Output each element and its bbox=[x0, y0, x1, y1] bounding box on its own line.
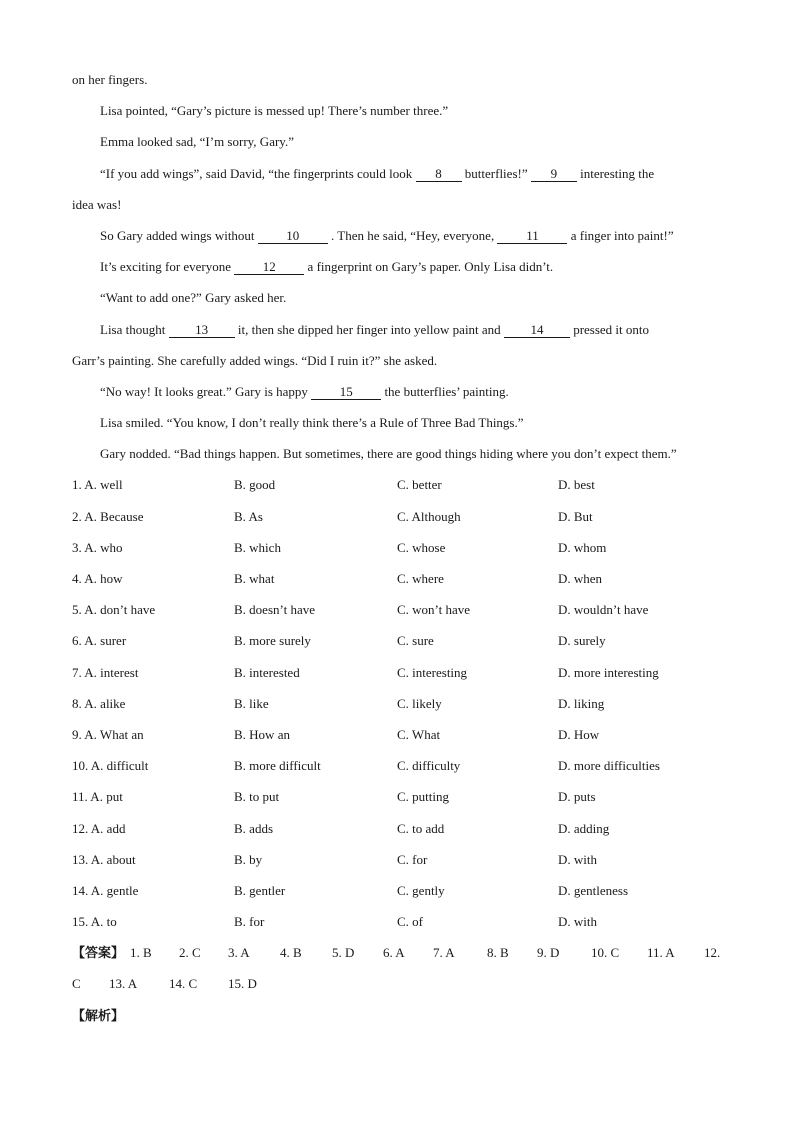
passage-text: Emma looked sad, “I’m sorry, Gary.” bbox=[100, 134, 294, 150]
option-a: 1. A. well bbox=[72, 477, 123, 493]
passage-line bbox=[72, 158, 724, 189]
option-b: B. what bbox=[234, 571, 275, 586]
answer-item: 9. D bbox=[537, 945, 560, 961]
option-c: C. where bbox=[397, 571, 444, 586]
option-c: C. What bbox=[397, 726, 441, 742]
option-b: B. which bbox=[234, 539, 281, 555]
answer-item: 14. C bbox=[169, 976, 198, 992]
passage-text: a finger into paint!” bbox=[567, 227, 674, 243]
blank-13: 13 bbox=[169, 323, 235, 338]
option-a: 2. A. Because bbox=[72, 508, 144, 524]
option-b: B. more surely bbox=[234, 633, 311, 649]
option-a: 4. A. how bbox=[72, 571, 123, 586]
option-c: C. to add bbox=[397, 820, 445, 836]
answer-row-1 bbox=[72, 937, 724, 968]
option-a: 14. A. gentle bbox=[72, 882, 139, 898]
answer-item: 11. A bbox=[647, 945, 675, 961]
passage-text: So Gary added wings without bbox=[100, 227, 258, 243]
option-d: D. best bbox=[558, 477, 595, 493]
passage-text: Lisa thought bbox=[100, 321, 169, 337]
passage-line bbox=[72, 126, 724, 157]
passage-text: Garr’s painting. She carefully added wings. “Did I ruin it?” she asked. bbox=[72, 352, 438, 368]
blank-15: 15 bbox=[311, 385, 381, 400]
option-b: B. doesn’t have bbox=[234, 602, 315, 618]
passage-line bbox=[72, 376, 724, 407]
option-b: B. more difficult bbox=[234, 758, 321, 774]
option-d: D. But bbox=[558, 508, 593, 524]
answer-item: 3. A bbox=[228, 945, 250, 961]
passage-text: Gary nodded. “Bad things happen. But sometimes, there are good things hiding where you don’t expect them.” bbox=[100, 446, 677, 462]
passage-text: a fingerprint on Gary’s paper. Only Lisa didn’t. bbox=[304, 259, 554, 275]
option-b: B. by bbox=[234, 851, 263, 867]
option-c: C. Although bbox=[397, 508, 461, 524]
option-c: C. putting bbox=[397, 789, 450, 805]
answer-item: 15. D bbox=[228, 976, 257, 992]
answer-item: 6. A bbox=[383, 945, 405, 961]
blank-12: 12 bbox=[234, 260, 304, 275]
option-a: 5. A. don’t have bbox=[72, 602, 156, 618]
option-a: 7. A. interest bbox=[72, 664, 139, 680]
option-b: B. How an bbox=[234, 726, 290, 742]
question-row bbox=[72, 875, 724, 906]
answer-item: 10. C bbox=[591, 945, 620, 961]
passage-line bbox=[72, 407, 724, 438]
passage-text: It’s exciting for everyone bbox=[100, 259, 235, 275]
option-b: B. for bbox=[234, 914, 265, 930]
passage-text: interesting the bbox=[576, 165, 655, 181]
option-a: 15. A. to bbox=[72, 914, 117, 930]
question-row bbox=[72, 906, 724, 937]
option-b: B. to put bbox=[234, 789, 280, 805]
option-c: C. gently bbox=[397, 882, 445, 898]
passage-text: “If you add wings”, said David, “the fingerprints could look bbox=[100, 165, 416, 181]
passage-line bbox=[72, 438, 724, 469]
option-d: D. wouldn’t have bbox=[558, 602, 649, 618]
option-d: D. with bbox=[558, 914, 597, 930]
option-c: C. of bbox=[397, 914, 423, 930]
passage-text: Lisa pointed, “Gary’s picture is messed up! There’s number three.” bbox=[100, 103, 449, 119]
passage bbox=[72, 64, 724, 469]
option-c: C. difficulty bbox=[397, 758, 461, 774]
option-a: 8. A. alike bbox=[72, 695, 126, 711]
answer-item: 5. D bbox=[332, 945, 355, 961]
option-d: D. more interesting bbox=[558, 664, 659, 680]
answer-item: 13. A bbox=[109, 976, 138, 992]
option-a: 13. A. about bbox=[72, 851, 136, 867]
passage-text: the butterflies’ painting. bbox=[381, 383, 509, 399]
option-b: B. gentler bbox=[234, 882, 286, 898]
option-c: C. whose bbox=[397, 539, 446, 555]
answer-row-2 bbox=[72, 968, 724, 999]
option-b: B. good bbox=[234, 477, 276, 493]
option-d: D. adding bbox=[558, 820, 610, 836]
answer-item: 7. A bbox=[433, 945, 455, 961]
answer-item: 4. B bbox=[280, 945, 302, 961]
blank-14: 14 bbox=[504, 323, 570, 338]
option-a: 6. A. surer bbox=[72, 633, 127, 649]
option-d: D. liking bbox=[558, 695, 605, 711]
blank-9: 9 bbox=[531, 167, 577, 182]
option-d: D. when bbox=[558, 571, 603, 586]
option-d: D. with bbox=[558, 851, 597, 867]
question-row bbox=[72, 657, 724, 688]
answer-item: C bbox=[72, 976, 81, 992]
option-c: C. sure bbox=[397, 633, 434, 649]
question-row bbox=[72, 750, 724, 781]
question-row bbox=[72, 625, 724, 656]
question-row bbox=[72, 594, 724, 625]
option-a: 9. A. What an bbox=[72, 726, 144, 742]
option-b: B. As bbox=[234, 508, 263, 524]
passage-line bbox=[72, 282, 724, 313]
answer-item: 1. B bbox=[130, 945, 152, 961]
passage-text: . Then he said, “Hey, everyone, bbox=[327, 227, 498, 243]
passage-line bbox=[72, 95, 724, 126]
answer-label: 【答案】 bbox=[72, 946, 125, 962]
analysis-row bbox=[72, 1000, 724, 1031]
answer-item: 12. bbox=[704, 945, 721, 961]
question-row bbox=[72, 781, 724, 812]
question-row bbox=[72, 719, 724, 750]
answer-item: 2. C bbox=[179, 945, 201, 961]
question-row bbox=[72, 469, 724, 500]
passage-line bbox=[72, 314, 724, 345]
question-row bbox=[72, 813, 724, 844]
option-b: B. like bbox=[234, 695, 269, 711]
question-row bbox=[72, 532, 724, 563]
question-row bbox=[72, 844, 724, 875]
option-d: D. gentleness bbox=[558, 882, 629, 898]
option-d: D. more difficulties bbox=[558, 758, 660, 774]
passage-text: pressed it onto bbox=[569, 321, 650, 337]
document-page bbox=[72, 64, 724, 1031]
passage-text: idea was! bbox=[72, 196, 122, 212]
passage-text: “Want to add one?” Gary asked her. bbox=[100, 290, 287, 306]
question-list bbox=[72, 469, 724, 937]
option-c: C. interesting bbox=[397, 664, 468, 680]
passage-text: “No way! It looks great.” Gary is happy bbox=[100, 383, 312, 399]
option-d: D. puts bbox=[558, 789, 596, 805]
passage-line bbox=[72, 64, 724, 95]
option-c: C. for bbox=[397, 851, 428, 867]
blank-10: 10 bbox=[258, 229, 328, 244]
question-row bbox=[72, 563, 724, 594]
passage-text: butterflies!” bbox=[461, 165, 531, 181]
analysis-label: 【解析】 bbox=[72, 1008, 125, 1024]
option-b: B. adds bbox=[234, 820, 273, 836]
passage-text: on her fingers. bbox=[72, 72, 148, 87]
passage-line bbox=[72, 189, 724, 220]
question-row bbox=[72, 501, 724, 532]
passage-line bbox=[72, 345, 724, 376]
blank-8: 8 bbox=[416, 167, 462, 182]
passage-line bbox=[72, 220, 724, 251]
option-b: B. interested bbox=[234, 664, 300, 680]
option-a: 11. A. put bbox=[72, 789, 123, 805]
option-c: C. likely bbox=[397, 695, 442, 711]
blank-11: 11 bbox=[497, 229, 567, 244]
option-a: 3. A. who bbox=[72, 539, 123, 555]
option-a: 10. A. difficult bbox=[72, 758, 149, 774]
passage-text: Lisa smiled. “You know, I don’t really think there’s a Rule of Three Bad Things.” bbox=[100, 415, 524, 431]
option-c: C. better bbox=[397, 477, 442, 493]
answer-item: 8. B bbox=[487, 945, 509, 961]
passage-text: it, then she dipped her finger into yellow paint and bbox=[234, 321, 504, 337]
passage-line bbox=[72, 251, 724, 282]
option-d: D. surely bbox=[558, 633, 606, 649]
option-d: D. whom bbox=[558, 539, 607, 555]
option-d: D. How bbox=[558, 726, 600, 742]
question-row bbox=[72, 688, 724, 719]
option-c: C. won’t have bbox=[397, 602, 471, 618]
option-a: 12. A. add bbox=[72, 820, 126, 836]
